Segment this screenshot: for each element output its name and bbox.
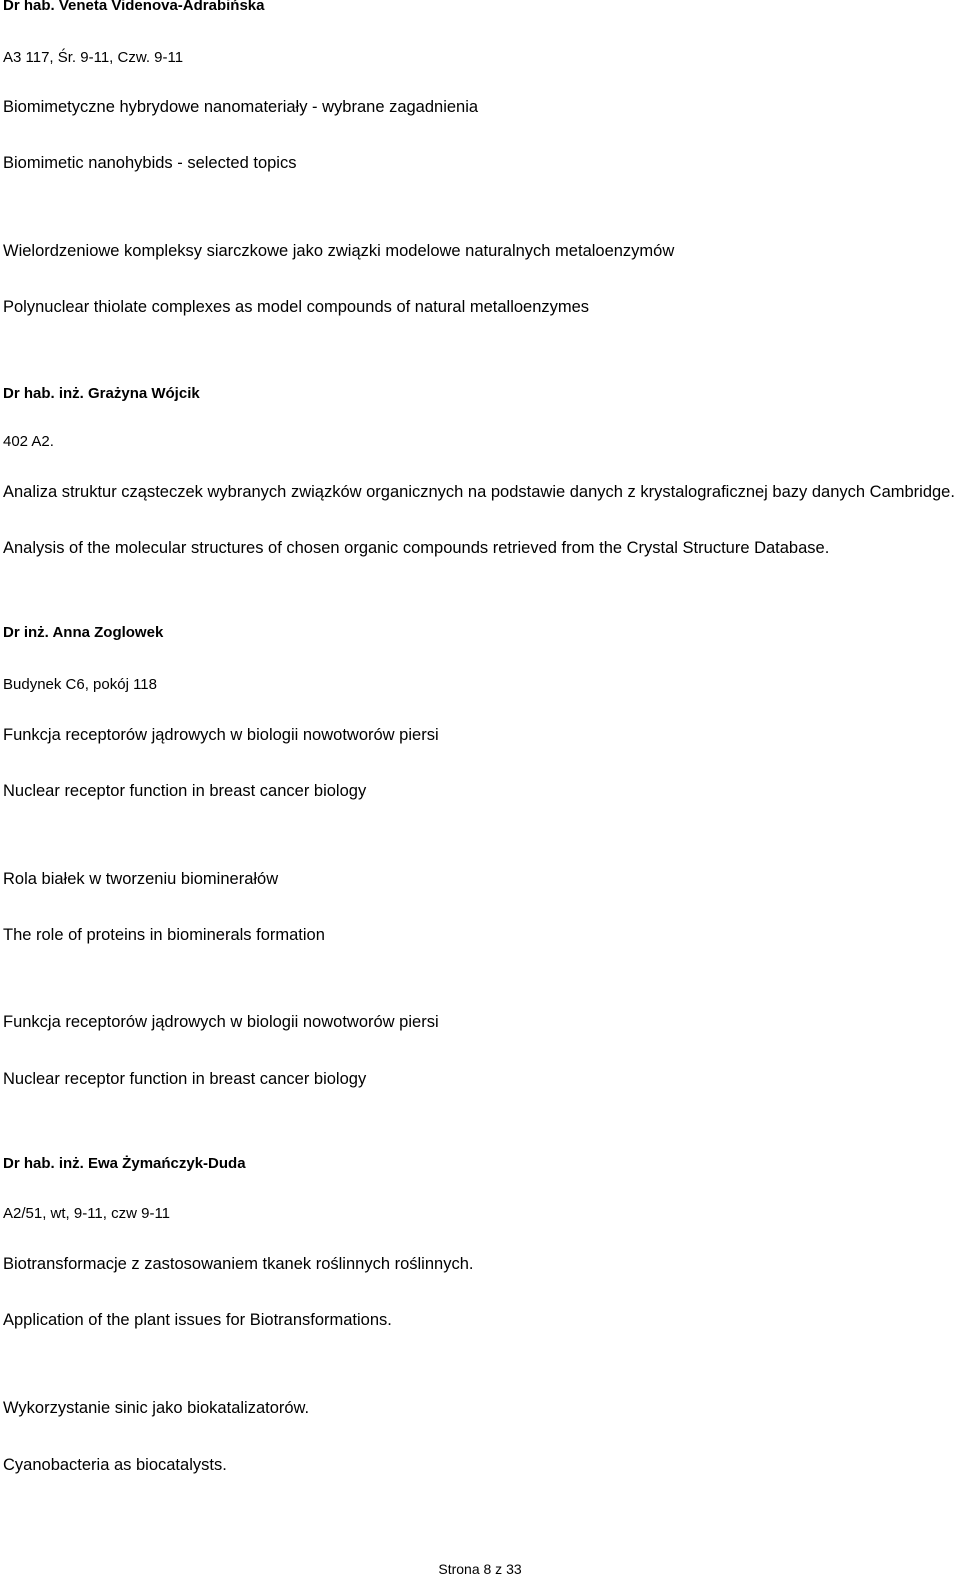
supervisor-name: Dr hab. inż. Ewa Żymańczyk-Duda: [3, 1155, 246, 1172]
topic-title-en: Polynuclear thiolate complexes as model compounds of natural metalloenzymes: [3, 298, 590, 316]
supervisor-room: Budynek C6, pokój 118: [3, 676, 157, 693]
topic-title-pl: Funkcja receptorów jądrowych w biologii nowotworów piersi: [3, 726, 439, 744]
topic-title-pl: Wielordzeniowe kompleksy siarczkowe jako związki modelowe naturalnych metaloenzymów: [3, 242, 675, 260]
supervisor-name: Dr hab. inż. Grażyna Wójcik: [3, 385, 200, 402]
page-number: Strona 8 z 33: [438, 1561, 522, 1577]
supervisor-name: Dr hab. Veneta Videnova-Adrabińska: [3, 0, 265, 14]
topic-title-en: Biomimetic nanohybids - selected topics: [3, 154, 297, 172]
topic-title-en: Nuclear receptor function in breast cancer biology: [3, 782, 367, 800]
supervisor-room: 402 A2.: [3, 433, 54, 450]
topic-title-en: Cyanobacteria as biocatalysts.: [3, 1456, 227, 1474]
topic-title-en: The role of proteins in biominerals formation: [3, 926, 325, 944]
topic-title-pl: Wykorzystanie sinic jako biokatalizatorów.: [3, 1399, 310, 1417]
supervisor-room: A3 117, Śr. 9-11, Czw. 9-11: [3, 49, 184, 66]
topic-title-pl: Biotransformacje z zastosowaniem tkanek roślinnych roślinnych.: [3, 1255, 474, 1273]
topic-title-pl: Biomimetyczne hybrydowe nanomateriały - wybrane zagadnienia: [3, 98, 479, 116]
supervisor-room: A2/51, wt, 9-11, czw 9-11: [3, 1205, 171, 1222]
topic-title-pl: Funkcja receptorów jądrowych w biologii nowotworów piersi: [3, 1013, 439, 1031]
topic-title-en: Nuclear receptor function in breast cancer biology: [3, 1070, 367, 1088]
topic-title-pl: Rola białek w tworzeniu biominerałów: [3, 870, 279, 888]
supervisor-name: Dr inż. Anna Zoglowek: [3, 624, 164, 641]
topic-title-en: Application of the plant issues for Biotransformations.: [3, 1311, 392, 1329]
topic-title-en: Analysis of the molecular structures of chosen organic compounds retrieved from the Crystal Structure Database.: [3, 539, 830, 557]
topic-title-pl: Analiza struktur cząsteczek wybranych związków organicznych na podstawie danych z krystalograficznej bazy danych Cambridge.: [3, 483, 955, 501]
